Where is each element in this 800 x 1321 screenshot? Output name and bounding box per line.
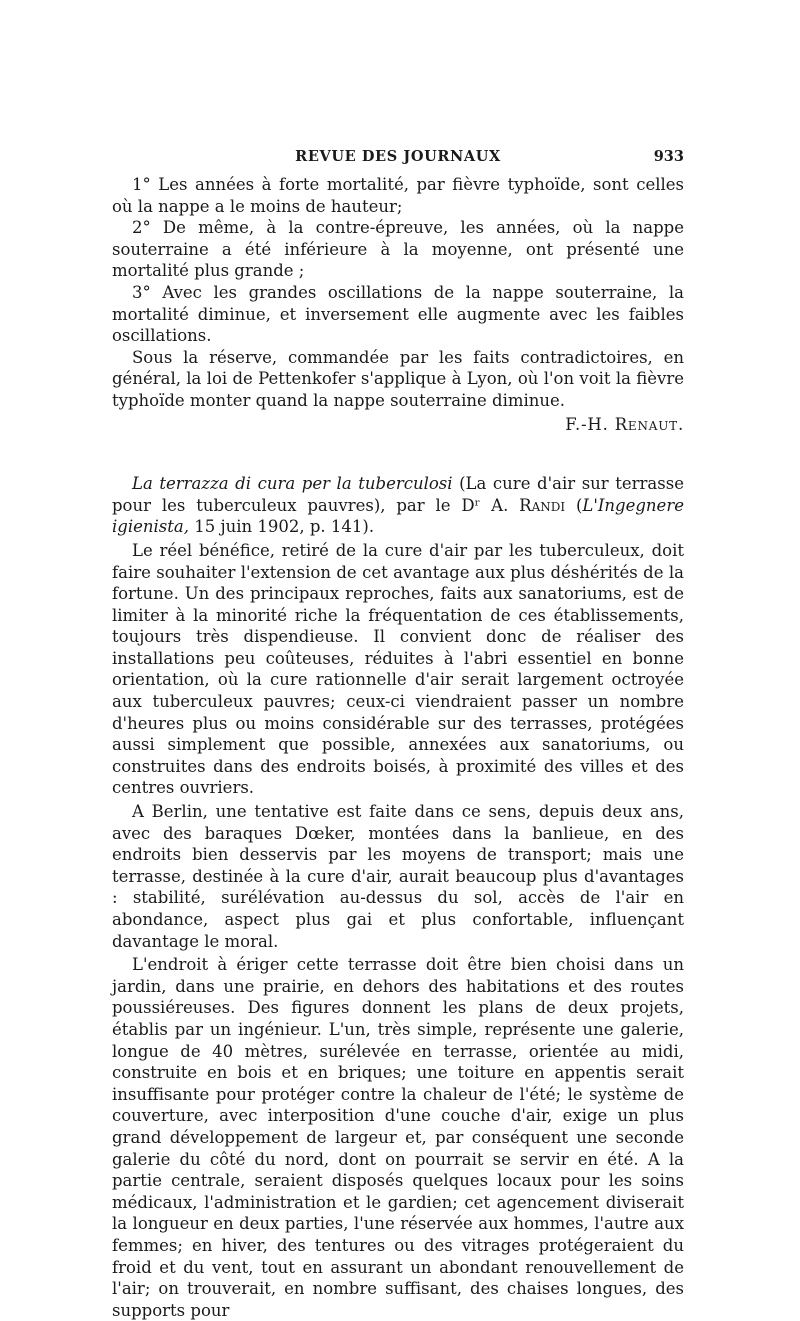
article-paragraph-3: L'endroit à ériger cette terrasse doit être bien choisi dans un jardin, dans une prairie, en dehors des habitations et des routes poussiéreuses. Des figures donnent les plans de deux projets, établis par un ingénieur. L'un, très simple, représente une galerie, longue de 40 mètres, surélevée en terrasse, orientée au midi, construite en bois et en briques; une toiture en appentis serait insuffisante pour protéger contre la chaleur de l'été; le système de couverture, avec interposition d'une couche d'air, exige un plus grand développement de largeur et, par conséquent une seconde galerie du côté du nord, dont on pourrait se servir en été. A la partie centrale, seraient disposés quelques locaux pour les soins médicaux, l'administration et le gardien; cet agencement diviserait la longueur en deux parties, l'une réservée aux hommes, l'autre aux femmes; en hiver, des tentures ou des vitrages protégeraient du froid et du vent, tout en assurant un abondant renouvellement de l'air; on trouverait, en nombre suffisant, des chaises longues, des supports pour [112, 955, 684, 1320]
article-citation [112, 473, 684, 538]
article-paragraph-2: A Berlin, une tentative est faite dans ce sens, depuis deux ans, avec des baraques Dœker, montées dans la banlieue, en des endroits bien desservis par les moyens de transport; mais une terrasse, destinée à la cure d'air, aurait beaucoup plus d'avantages : stabilité, surélévation au-dessus du sol, accès de l'air en abondance, aspect plus gai et plus confortable, influençant davantage le moral. [112, 802, 684, 951]
page-header [112, 148, 684, 168]
section-gap [112, 435, 684, 473]
signature-name: Renaut. [614, 414, 684, 434]
conclusion-summary: Sous la réserve, commandée par les faits contradictoires, en général, la loi de Pettenkofer s'applique à Lyon, où l'on voit la fièvre typhoïde monter quand la nappe souterraine diminue. [112, 347, 684, 410]
running-title: REVUE DES JOURNAUX [295, 148, 501, 165]
page-number: 933 [653, 148, 684, 165]
author-name: Randi [519, 495, 566, 515]
review-signature [112, 414, 684, 436]
conclusion-item-2: 2° De même, à la contre-épreuve, les années, où la nappe souterraine a été inférieure à la moyenne, ont présenté une mortalité plus grande ; [112, 218, 684, 281]
signature-initials: F.-H. [565, 414, 609, 434]
article-paragraph-1: Le réel bénéfice, retiré de la cure d'air par les tuberculeux, doit faire souhaiter l'extension de cet avantage aux plus déshérités de la fortune. Un des principaux reproches, faits aux sanatoriums, est de limiter à la minorité riche la fréquentation de ces établissements, toujours très dispendieuse. Il convient donc de réaliser des installations peu coûteuses, réduites à l'abri essentiel en bonne orientation, où la cure rationnelle d'air serait largement octroyée aux tuberculeux pauvres; ceux-ci viendraient passer un nombre d'heures plus ou moins considérable sur des terrasses, protégées aussi simplement que possible, annexées aux sanatoriums, ou construites dans des endroits boisés, à proximité des villes et des centres ouvriers. [112, 540, 684, 798]
page-body [112, 174, 684, 1321]
conclusion-item-1: 1° Les années à forte mortalité, par fièvre typhoïde, sont celles où la nappe a le moins de hauteur; [112, 175, 684, 216]
citation-date-page: 15 juin 1902, p. 141). [194, 517, 375, 537]
article-title: La terrazza di cura per la tuberculosi [132, 474, 453, 494]
article-title-translation: (La cure d'air sur terrasse pour les tuberculeux pauvres), par le [112, 474, 684, 515]
author-prefix: Dʳ A. [461, 495, 509, 515]
journal-name: L'Ingegnere igienista, [112, 495, 684, 537]
journal-open-paren: ( [575, 495, 583, 515]
conclusion-item-3: 3° Avec les grandes oscillations de la nappe souterraine, la mortalité diminue, et inversement elle augmente avec les faibles oscillations. [112, 282, 684, 346]
